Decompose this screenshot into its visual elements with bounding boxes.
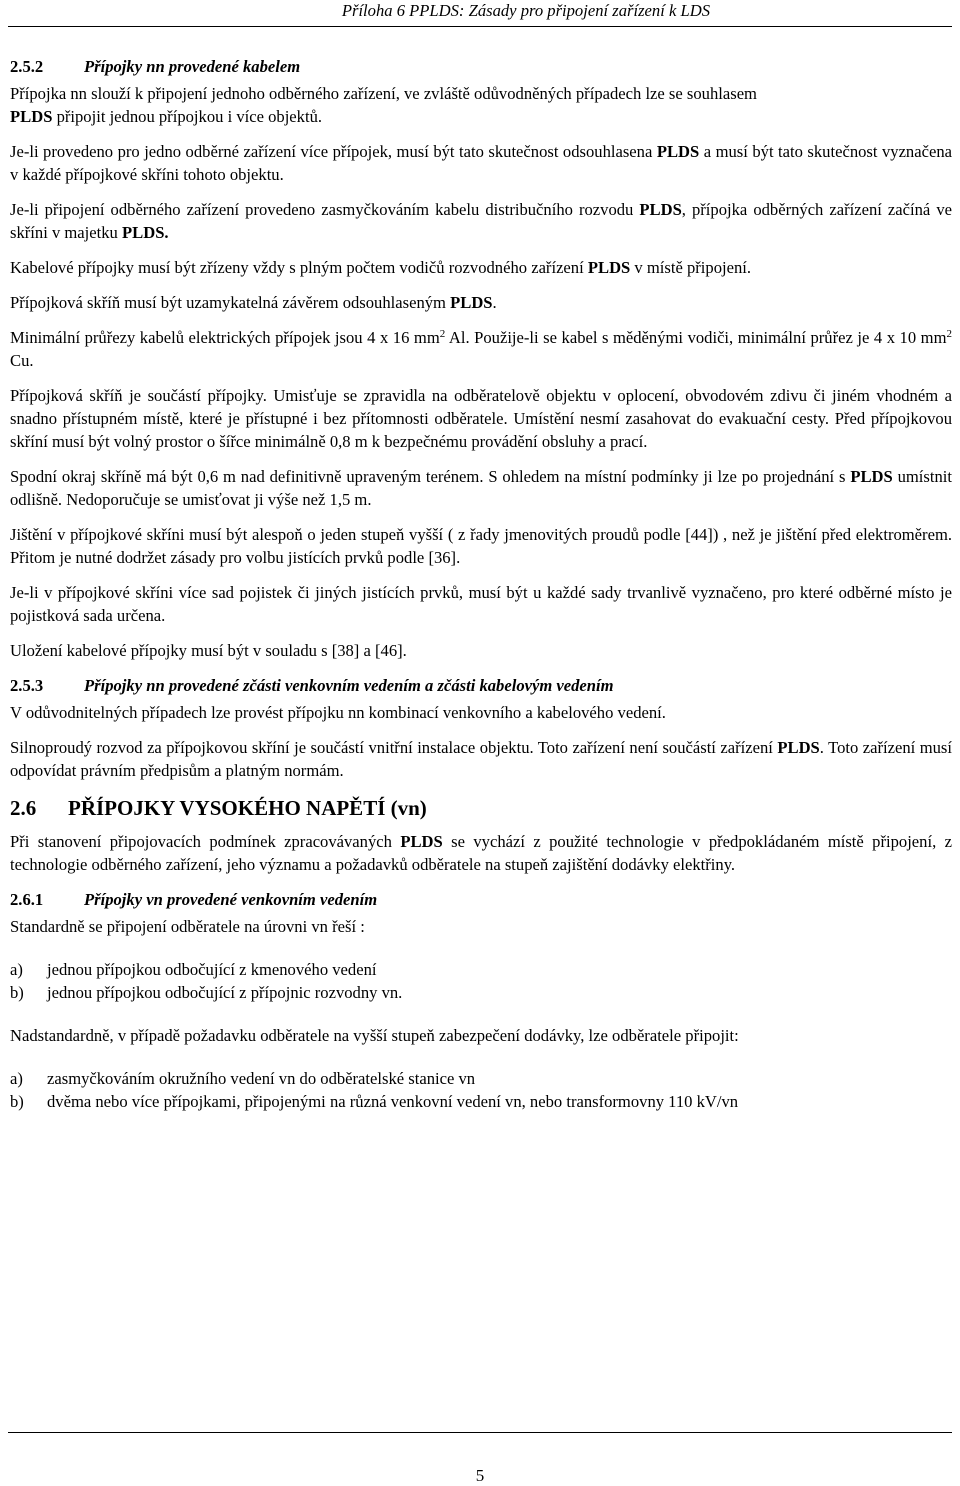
paragraph	[10, 140, 952, 186]
bold-span: PLDS.	[122, 223, 169, 242]
list-marker: a)	[10, 1069, 23, 1088]
text-span: Al. Použije-li se kabel s měděnými vodiči, minimální průřez je 4 x 10 mm	[445, 328, 947, 347]
list-item	[10, 1067, 952, 1090]
paragraph	[10, 465, 952, 511]
paragraph: V odůvodnitelných případech lze provést přípojku nn kombinací venkovního a kabelového vedení.	[10, 703, 666, 722]
text-span: Je-li připojení odběrného zařízení provedeno zasmyčkováním kabelu distribučního rozvodu	[10, 200, 640, 219]
paragraph	[10, 326, 952, 372]
bold-span: PLDS	[850, 467, 893, 486]
text-span: Je-li provedeno pro jedno odběrné zařízení více přípojek, musí být tato skutečnost odsouhlasena	[10, 142, 657, 161]
text-span: připojit jednou přípojkou i více objektů.	[52, 107, 323, 126]
section-number: 2.5.2	[10, 57, 44, 76]
text-span: Přípojková skříň musí být uzamykatelná závěrem odsouhlaseným	[10, 293, 451, 312]
text-span: Cu.	[10, 351, 34, 370]
bold-span: PLDS	[777, 738, 820, 757]
page-header: Příloha 6 PPLDS: Zásady pro připojení zařízení k LDS	[341, 1, 710, 20]
text-span: v místě připojení.	[630, 258, 752, 277]
bold-span: PLDS	[587, 258, 631, 277]
section-number: 2.5.3	[10, 676, 44, 695]
paragraph: Uložení kabelové přípojky musí být v souladu s [38] a [46].	[10, 641, 407, 660]
option-list-above-standard	[10, 1067, 952, 1113]
list-item	[10, 981, 952, 1004]
paragraph	[10, 256, 952, 279]
text-span: Silnoproudý rozvod za přípojkovou skříní je součástí vnitřní instalace objektu. Toto zařízení není součástí zařízení	[10, 738, 778, 757]
list-marker: b)	[10, 1092, 24, 1111]
section-title: Přípojky vn provedené venkovním vedením	[84, 890, 378, 909]
superscript: 2	[439, 328, 446, 340]
text-span: Kabelové přípojky musí být zřízeny vždy s plným počtem vodičů rozvodného zařízení	[10, 258, 588, 277]
footer-divider	[8, 1432, 952, 1433]
list-item	[10, 958, 952, 981]
section-heading-2-5-3	[10, 674, 952, 697]
option-list-standard	[10, 958, 952, 1004]
page-number: 5	[475, 1466, 485, 1485]
bold-span: PLDS	[400, 832, 443, 851]
header-divider	[8, 26, 952, 27]
page-content	[10, 55, 952, 1125]
section-number: 2.6	[10, 796, 37, 820]
list-item-text: dvěma nebo více přípojkami, připojenými na různá venkovní vedení vn, nebo transformovny 110 kV/vn	[47, 1092, 739, 1111]
paragraph	[10, 82, 952, 128]
text-span: .	[492, 293, 497, 312]
text-span: . Toto zařízení musí odpovídat právním předpisům a platným normám.	[10, 738, 952, 780]
paragraph	[10, 830, 952, 876]
text-span: , přípojka odběrných zařízení začíná ve skříni v majetku	[10, 200, 952, 242]
paragraph: Standardně se připojení odběratele na úrovni vn řeší :	[10, 917, 365, 936]
paragraph: Nadstandardně, v případě požadavku odběratele na vyšší stupeň zabezpečení dodávky, lze odběratele připojit:	[10, 1026, 739, 1045]
list-marker: a)	[10, 960, 23, 979]
text-span: a musí být tato skutečnost vyznačena v každé přípojkové skříni tohoto objektu.	[10, 142, 952, 184]
list-item-text: zasmyčkováním okružního vedení vn do odběratelské stanice vn	[47, 1069, 476, 1088]
paragraph	[10, 736, 952, 782]
paragraph: Je-li v přípojkové skříni více sad pojistek či jiných jistících prvků, musí být u každé sady trvanlivě vyznačeno, pro které odběrné místo je pojistková sada určena.	[10, 583, 952, 625]
text-span: Spodní okraj skříně má být 0,6 m nad definitivně upraveným terénem. S ohledem na místní podmínky ji lze po projednání s	[10, 467, 851, 486]
paragraph	[10, 198, 952, 244]
section-title: Přípojky nn provedené kabelem	[84, 57, 301, 76]
paragraph	[10, 291, 952, 314]
text-span: umístnit odlišně. Nedoporučuje se umisťovat ji výše než 1,5 m.	[10, 467, 952, 509]
paragraph: Jištění v přípojkové skříni musí být alespoň o jeden stupeň vyšší ( z řady jmenovitých proudů podle [44]) , než je jištění před elektroměrem. Přitom je nutné dodržet zásady pro volbu jistících prvků podle [36].	[10, 525, 952, 567]
section-heading-2-6-1	[10, 888, 952, 911]
bold-span: PLDS	[656, 142, 700, 161]
bold-span: PLDS	[639, 200, 682, 219]
bold-span: PLDS	[10, 107, 53, 126]
text-span: se vychází z použité technologie v předpokládaném místě připojení, z technologie odběrného zařízení, jeho významu a požadavků odběratele na stupeň zajištění dodávky elektřiny.	[10, 832, 952, 874]
section-heading-2-5-2	[10, 55, 952, 78]
text-span: Přípojka nn slouží k připojení jednoho odběrného zařízení, ve zvláště odůvodněných případech lze se souhlasem	[10, 84, 757, 103]
section-heading-2-6	[10, 794, 952, 822]
section-title: Přípojky nn provedené zčásti venkovním vedením a zčásti kabelovým vedením	[84, 676, 614, 695]
list-item	[10, 1090, 952, 1113]
text-span: Minimální průřezy kabelů elektrických přípojek jsou 4 x 16 mm	[10, 328, 440, 347]
bold-span: PLDS	[450, 293, 493, 312]
list-marker: b)	[10, 983, 24, 1002]
list-item-text: jednou přípojkou odbočující z kmenového vedení	[47, 960, 377, 979]
paragraph: Přípojková skříň je součástí přípojky. Umisťuje se zpravidla na odběratelově objektu v oplocení, obvodovém zdivu či jiném vhodném a snadno přístupném místě, které je přístupné i bez přítomnosti odběratele. Umístění nesmí zasahovat do evakuační cesty. Před přípojkovou skříní musí být volný prostor o šířce minimálně 0,8 m k bezpečnému provádění obsluhy a prací.	[10, 386, 952, 451]
list-item-text: jednou přípojkou odbočující z přípojnic rozvodny vn.	[47, 983, 403, 1002]
superscript: 2	[946, 328, 952, 340]
section-number: 2.6.1	[10, 890, 44, 909]
section-title: PŘÍPOJKY VYSOKÉHO NAPĚTÍ (vn)	[68, 796, 427, 820]
text-span: Při stanovení připojovacích podmínek zpracovávaných	[10, 832, 401, 851]
